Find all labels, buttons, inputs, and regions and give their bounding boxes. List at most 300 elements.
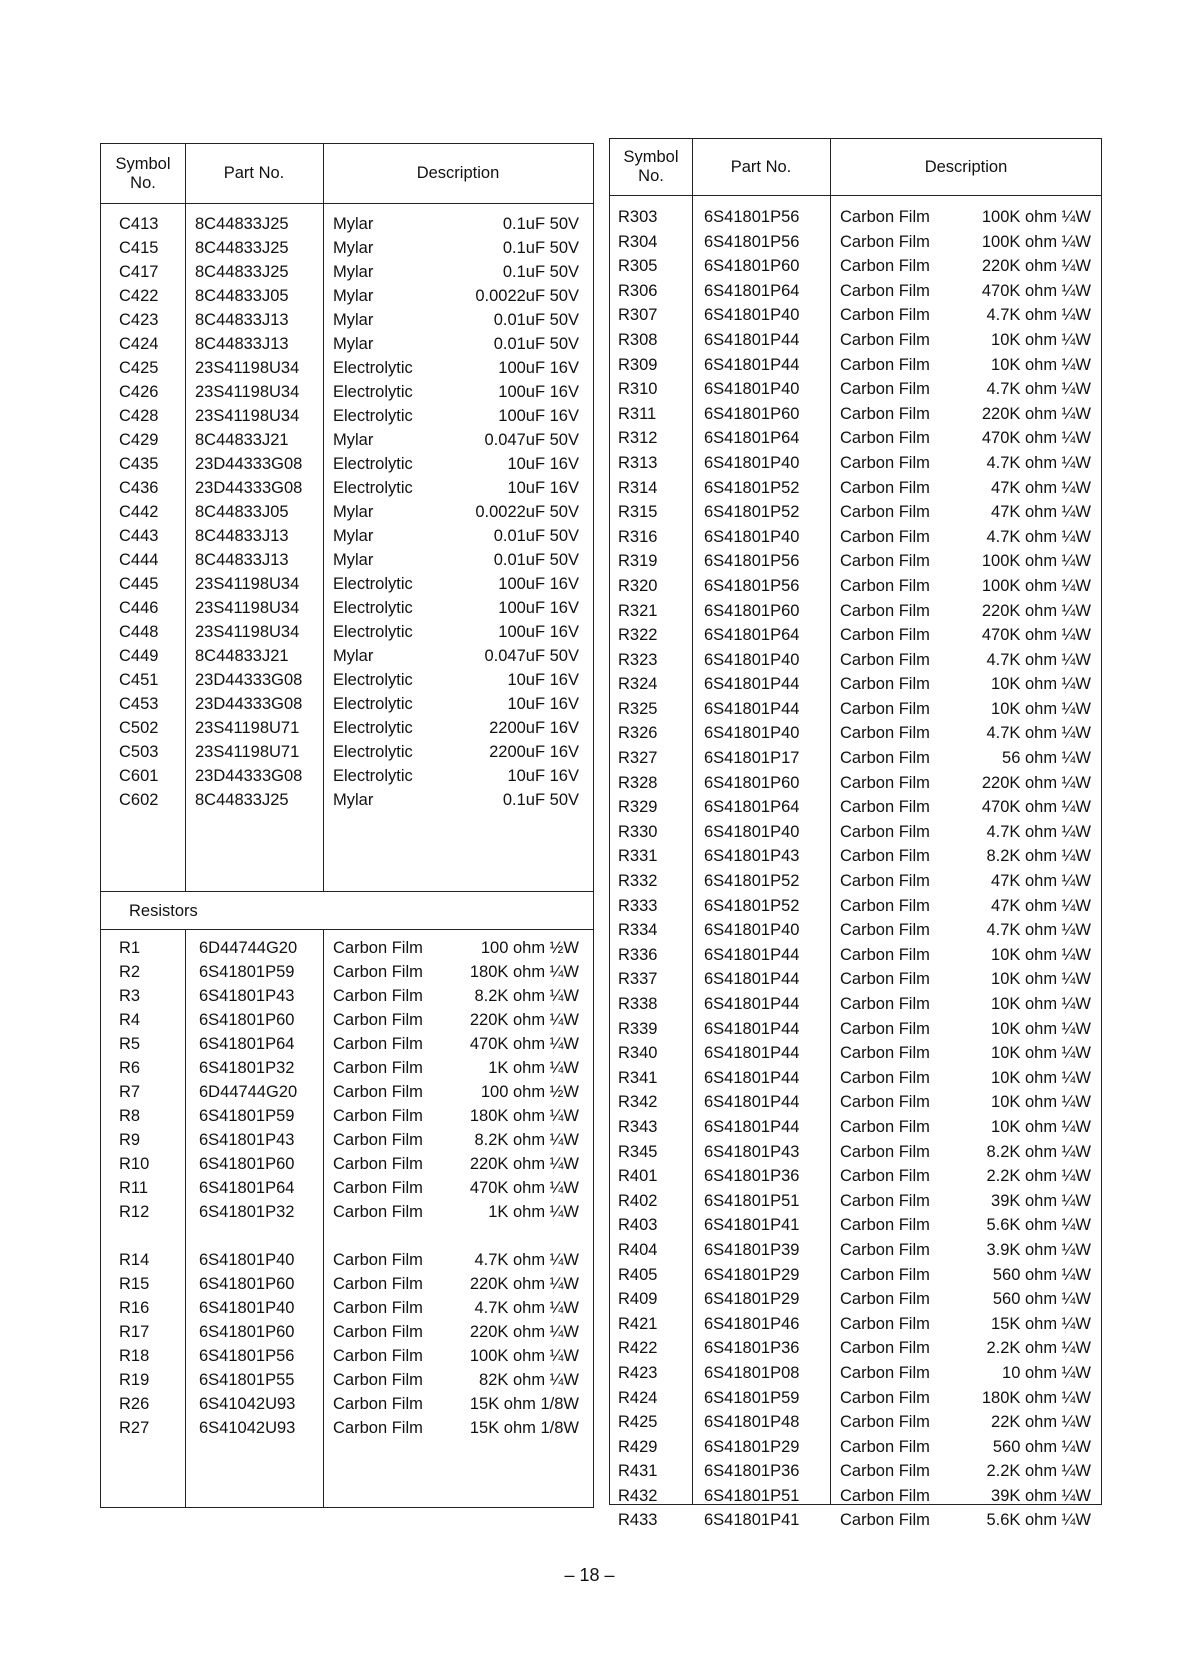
symbol-cell: R322 <box>618 626 658 645</box>
symbol-cell: R431 <box>618 1462 658 1481</box>
component-type-cell: Mylar <box>333 431 374 449</box>
component-value-cell: 100 ohm ½W <box>480 939 579 957</box>
symbol-cell: C444 <box>119 551 159 569</box>
part-number-cell: 6S41801P44 <box>704 1019 800 1038</box>
symbol-cell: R307 <box>618 306 658 325</box>
component-value-cell: 100K ohm ¼W <box>981 576 1091 595</box>
symbol-cell: R422 <box>618 1339 658 1358</box>
component-type-cell: Carbon Film <box>333 1179 423 1197</box>
component-type-cell: Carbon Film <box>840 1167 930 1186</box>
table-row <box>101 524 593 548</box>
symbol-cell: R18 <box>119 1347 150 1365</box>
part-number-cell: 23S41198U34 <box>195 623 300 641</box>
component-type-cell: Electrolytic <box>333 575 413 593</box>
component-type-cell: Mylar <box>333 263 374 281</box>
part-number-cell: 6S41801P40 <box>704 650 800 669</box>
part-number-cell: 6S41801P40 <box>704 380 800 399</box>
part-number-cell: 6S41801P56 <box>704 208 800 226</box>
component-value-cell: 22K ohm ¼W <box>991 1413 1091 1432</box>
symbol-cell: C428 <box>119 407 159 425</box>
symbol-no-header: Symbol No. <box>115 154 171 192</box>
component-value-cell: 10uF 16V <box>507 479 579 497</box>
table-row <box>610 205 1101 230</box>
component-value-cell: 10uF 16V <box>507 767 579 785</box>
table-row <box>610 672 1101 697</box>
table-row <box>101 1296 593 1320</box>
component-value-cell: 100uF 16V <box>498 407 579 425</box>
part-number-cell: 6S41801P60 <box>199 1011 295 1029</box>
component-value-cell: 0.0022uF 50V <box>475 287 579 305</box>
symbol-cell: C425 <box>119 359 159 377</box>
symbol-cell: R331 <box>618 847 658 866</box>
component-value-cell: 0.1uF 50V <box>502 215 579 233</box>
component-value-cell: 10K ohm ¼W <box>991 945 1091 964</box>
part-number-cell: 6S41801P44 <box>704 699 800 718</box>
symbol-cell: R345 <box>618 1142 658 1161</box>
table-row <box>610 894 1101 919</box>
component-value-cell: 470K ohm ¼W <box>981 798 1091 817</box>
component-type-cell: Carbon Film <box>840 1093 930 1112</box>
component-type-cell: Mylar <box>333 791 374 809</box>
component-type-cell: Electrolytic <box>333 623 413 641</box>
table-row <box>610 1164 1101 1189</box>
symbol-cell: R338 <box>618 995 658 1013</box>
component-value-cell: 220K ohm ¼W <box>469 1011 579 1029</box>
part-number-cell: 23S41198U71 <box>195 719 300 737</box>
component-value-cell: 4.7K ohm ¼W <box>986 453 1091 472</box>
table-row <box>610 1213 1101 1238</box>
component-value-cell: 10K ohm ¼W <box>991 1068 1091 1087</box>
component-value-cell: 100K ohm ¼W <box>981 232 1091 251</box>
table-row <box>101 1104 593 1128</box>
symbol-cell: R304 <box>618 232 658 251</box>
part-number-cell: 6S41801P59 <box>199 963 295 981</box>
symbol-cell: R4 <box>119 1011 141 1029</box>
part-number-cell: 6S41801P40 <box>704 306 800 325</box>
symbol-cell: R409 <box>618 1290 658 1309</box>
symbol-cell: R311 <box>618 404 657 423</box>
component-value-cell: 3.9K ohm ¼W <box>986 1240 1091 1259</box>
component-type-cell: Carbon Film <box>333 1131 423 1149</box>
table-row <box>610 1312 1101 1337</box>
symbol-cell: R323 <box>618 650 658 669</box>
part-number-cell: 6D44744G20 <box>199 939 298 957</box>
table-row <box>610 1140 1101 1165</box>
part-number-cell: 6S41801P60 <box>704 404 800 423</box>
symbol-cell: R319 <box>618 552 658 571</box>
component-type-cell: Carbon Film <box>840 1068 930 1087</box>
symbol-cell: C426 <box>119 383 159 401</box>
part-number-cell: 6S41801P40 <box>199 1299 295 1317</box>
component-value-cell: 10uF 16V <box>507 671 579 689</box>
component-value-cell: 220K ohm ¼W <box>469 1323 579 1341</box>
table-row <box>610 1459 1101 1484</box>
table-row <box>101 1176 593 1200</box>
part-number-cell: 6S41801P56 <box>704 552 800 571</box>
symbol-cell: R423 <box>618 1363 658 1382</box>
symbol-cell: R401 <box>618 1167 658 1186</box>
component-value-cell: 0.0022uF 50V <box>475 503 579 521</box>
part-number-cell: 6S41801P40 <box>704 921 800 940</box>
component-value-cell: 4.7K ohm ¼W <box>986 306 1091 325</box>
component-value-cell: 180K ohm ¼W <box>469 1107 579 1125</box>
part-number-cell: 6S41801P36 <box>704 1462 800 1481</box>
table-row <box>610 967 1101 992</box>
component-value-cell: 220K ohm ¼W <box>469 1275 579 1293</box>
component-type-cell: Carbon Film <box>840 281 930 300</box>
component-type-cell: Carbon Film <box>840 626 930 645</box>
part-number-cell: 6S41801P40 <box>704 453 800 472</box>
component-value-cell: 4.7K ohm ¼W <box>474 1299 579 1317</box>
table-row <box>610 1287 1101 1312</box>
table-row <box>610 1410 1101 1435</box>
component-value-cell: 100K ohm ¼W <box>469 1347 579 1365</box>
part-number-cell: 23S41198U34 <box>195 359 300 377</box>
table-row <box>101 716 593 740</box>
table-row <box>610 1115 1101 1140</box>
symbol-cell: R9 <box>119 1131 141 1149</box>
symbol-cell: R14 <box>119 1251 150 1269</box>
component-type-cell: Carbon Film <box>333 1323 423 1341</box>
symbol-cell: R6 <box>119 1059 141 1077</box>
component-type-cell: Carbon Film <box>333 1347 423 1365</box>
symbol-cell: R340 <box>618 1044 658 1063</box>
part-number-cell: 6S41801P29 <box>704 1290 800 1309</box>
table-row <box>101 212 593 236</box>
table-row <box>610 648 1101 673</box>
component-type-cell: Carbon Film <box>840 355 930 374</box>
component-value-cell: 56 ohm ¼W <box>1002 749 1091 768</box>
component-type-cell: Carbon Film <box>333 1083 423 1101</box>
component-value-cell: 1K ohm ¼W <box>488 1203 579 1221</box>
symbol-cell: R2 <box>119 963 141 981</box>
component-value-cell: 8.2K ohm ¼W <box>986 847 1091 866</box>
symbol-cell: R5 <box>119 1035 141 1053</box>
part-number-cell: 6S41801P36 <box>704 1339 800 1358</box>
symbol-cell: R337 <box>618 970 658 989</box>
table-row <box>610 992 1101 1017</box>
table-row <box>610 1386 1101 1411</box>
component-type-cell: Carbon Film <box>840 773 930 792</box>
part-number-cell: 8C44833J05 <box>195 287 289 305</box>
component-type-cell: Carbon Film <box>840 1339 930 1358</box>
part-number-cell: 6S41801P44 <box>704 355 800 374</box>
part-number-cell: 6S41801P60 <box>199 1275 295 1293</box>
symbol-cell: R27 <box>119 1419 150 1437</box>
component-type-cell: Carbon Film <box>333 1035 423 1053</box>
component-type-cell: Carbon Film <box>840 1191 930 1210</box>
component-value-cell: 560 ohm ¼W <box>992 1437 1091 1456</box>
part-number-cell: 6S41801P60 <box>704 773 800 792</box>
symbol-cell: C445 <box>119 575 159 593</box>
component-type-cell: Carbon Film <box>840 1314 930 1333</box>
table-row <box>101 260 593 284</box>
component-type-cell: Carbon Film <box>333 939 423 957</box>
symbol-cell: R12 <box>119 1203 150 1221</box>
part-number-cell: 6S41801P48 <box>704 1413 800 1432</box>
component-value-cell: 8.2K ohm ¼W <box>986 1142 1091 1161</box>
part-number-cell: 6S41801P29 <box>704 1437 800 1456</box>
table-row <box>101 404 593 428</box>
symbol-cell: C442 <box>119 503 159 521</box>
component-type-cell: Mylar <box>333 647 374 665</box>
component-type-cell: Mylar <box>333 311 374 329</box>
table-row <box>610 1041 1101 1066</box>
component-type-cell: Carbon Film <box>840 1363 930 1382</box>
part-number-cell: 8C44833J13 <box>195 311 289 329</box>
component-value-cell: 0.01uF 50V <box>493 311 579 329</box>
part-number-cell: 8C44833J21 <box>195 431 289 449</box>
part-number-cell: 23D44333G08 <box>195 671 303 689</box>
part-no-header: Part No. <box>730 157 792 176</box>
part-number-cell: 6S41801P64 <box>704 281 800 300</box>
component-type-cell: Carbon Film <box>840 257 930 276</box>
component-type-cell: Carbon Film <box>840 1216 930 1235</box>
table-row <box>610 795 1101 820</box>
component-value-cell: 0.01uF 50V <box>493 335 579 353</box>
table-row <box>610 328 1101 353</box>
component-value-cell: 5.6K ohm ¼W <box>986 1216 1091 1235</box>
table-row <box>610 869 1101 894</box>
component-value-cell: 39K ohm ¼W <box>991 1486 1091 1505</box>
table-row <box>101 960 593 984</box>
table-row <box>610 525 1101 550</box>
component-type-cell: Mylar <box>333 335 374 353</box>
component-value-cell: 47K ohm ¼W <box>991 872 1091 891</box>
part-number-cell: 23S41198U34 <box>195 599 300 617</box>
part-number-cell: 8C44833J13 <box>195 527 289 545</box>
resistors-section-header <box>101 891 593 930</box>
symbol-cell: R341 <box>618 1068 658 1087</box>
part-number-cell: 6S41801P64 <box>199 1035 295 1053</box>
part-number-cell: 6S41801P44 <box>704 1117 800 1136</box>
table-row <box>101 332 593 356</box>
symbol-cell: R334 <box>618 921 658 940</box>
component-value-cell: 470K ohm ¼W <box>469 1035 579 1053</box>
component-type-cell: Electrolytic <box>333 743 413 761</box>
table-row <box>610 1508 1101 1533</box>
table-row <box>610 1189 1101 1214</box>
symbol-cell: R312 <box>618 429 658 448</box>
component-value-cell: 15K ohm 1/8W <box>469 1395 579 1413</box>
table-row <box>610 746 1101 771</box>
resistors-label: Resistors <box>129 902 198 920</box>
symbol-cell: C413 <box>119 215 159 233</box>
component-type-cell: Carbon Film <box>333 963 423 981</box>
table-row <box>101 1320 593 1344</box>
component-type-cell: Carbon Film <box>840 552 930 571</box>
part-number-cell: 6S41801P44 <box>704 1068 800 1087</box>
component-type-cell: Carbon Film <box>840 921 930 940</box>
component-value-cell: 10 ohm ¼W <box>1002 1363 1091 1382</box>
table-row <box>610 230 1101 255</box>
component-value-cell: 10K ohm ¼W <box>991 1093 1091 1112</box>
component-type-cell: Mylar <box>333 527 374 545</box>
symbol-cell: R16 <box>119 1299 150 1317</box>
component-value-cell: 39K ohm ¼W <box>991 1191 1091 1210</box>
component-value-cell: 0.047uF 50V <box>484 647 579 665</box>
component-type-cell: Carbon Film <box>840 404 930 423</box>
component-type-cell: Carbon Film <box>333 1107 423 1125</box>
table-row <box>610 451 1101 476</box>
component-value-cell: 10uF 16V <box>507 455 579 473</box>
component-value-cell: 470K ohm ¼W <box>981 281 1091 300</box>
symbol-cell: R343 <box>618 1117 658 1136</box>
table-row <box>101 1200 593 1224</box>
symbol-cell: R1 <box>119 939 141 957</box>
component-value-cell: 470K ohm ¼W <box>981 429 1091 448</box>
component-type-cell: Carbon Film <box>333 1251 423 1269</box>
component-type-cell: Carbon Film <box>840 453 930 472</box>
table-row <box>610 918 1101 943</box>
part-number-cell: 8C44833J13 <box>195 551 289 569</box>
part-number-cell: 6S41801P44 <box>704 945 800 964</box>
component-value-cell: 180K ohm ¼W <box>469 963 579 981</box>
part-number-cell: 8C44833J21 <box>195 647 289 665</box>
component-type-cell: Carbon Film <box>840 1486 930 1505</box>
component-type-cell: Carbon Film <box>840 1437 930 1456</box>
symbol-cell: R19 <box>119 1371 150 1389</box>
part-number-cell: 6S41801P44 <box>704 1093 800 1112</box>
component-type-cell: Carbon Film <box>840 675 930 694</box>
table-row <box>610 623 1101 648</box>
component-type-cell: Carbon Film <box>840 429 930 448</box>
symbol-cell: R336 <box>618 945 658 964</box>
component-value-cell: 100uF 16V <box>498 623 579 641</box>
component-type-cell: Carbon Film <box>840 1388 930 1407</box>
symbol-cell: R315 <box>618 503 658 522</box>
component-value-cell: 0.01uF 50V <box>493 551 579 569</box>
symbol-cell: R309 <box>618 355 658 374</box>
table-row <box>101 1224 593 1248</box>
part-number-cell: 6S41801P55 <box>199 1371 295 1389</box>
part-number-cell: 6S41801P56 <box>704 576 800 595</box>
symbol-cell: R310 <box>618 380 658 399</box>
symbol-cell: R432 <box>618 1486 658 1505</box>
right-parts-table <box>609 138 1102 1530</box>
component-value-cell: 10K ohm ¼W <box>991 675 1091 694</box>
symbol-cell: R314 <box>618 478 658 497</box>
symbol-cell: R403 <box>618 1216 658 1235</box>
component-type-cell: Carbon Film <box>840 847 930 866</box>
component-value-cell: 47K ohm ¼W <box>991 478 1091 497</box>
part-number-cell: 6S41801P43 <box>199 1131 295 1149</box>
component-type-cell: Carbon Film <box>840 896 930 915</box>
component-value-cell: 1K ohm ¼W <box>488 1059 579 1077</box>
component-value-cell: 4.7K ohm ¼W <box>986 380 1091 399</box>
table-row <box>610 1336 1101 1361</box>
component-type-cell: Carbon Film <box>333 1059 423 1077</box>
symbol-cell: R421 <box>618 1314 658 1333</box>
part-number-cell: 23S41198U34 <box>195 383 300 401</box>
component-value-cell: 10K ohm ¼W <box>991 1044 1091 1063</box>
component-value-cell: 470K ohm ¼W <box>469 1179 579 1197</box>
table-row <box>101 644 593 668</box>
component-type-cell: Carbon Film <box>840 1462 930 1481</box>
part-number-cell: 6S41801P39 <box>704 1240 800 1259</box>
symbol-cell: R332 <box>618 872 658 891</box>
table-row <box>101 1152 593 1176</box>
symbol-cell: C503 <box>119 743 159 761</box>
component-type-cell: Carbon Film <box>333 1011 423 1029</box>
part-number-cell: 6S41801P08 <box>704 1363 800 1382</box>
symbol-cell: R303 <box>618 208 658 226</box>
part-number-cell: 8C44833J25 <box>195 215 289 233</box>
symbol-cell: C417 <box>119 263 159 281</box>
part-number-cell: 8C44833J13 <box>195 335 289 353</box>
component-value-cell: 4.7K ohm ¼W <box>986 724 1091 743</box>
table-row <box>101 1416 593 1440</box>
component-type-cell: Carbon Film <box>840 1413 930 1432</box>
part-number-cell: 6S41801P64 <box>704 429 800 448</box>
component-value-cell: 2.2K ohm ¼W <box>986 1462 1091 1481</box>
symbol-cell: R326 <box>618 724 658 743</box>
symbol-cell: R329 <box>618 798 658 817</box>
resistor-list <box>101 936 593 1440</box>
symbol-cell: R333 <box>618 896 658 915</box>
table-row <box>101 1368 593 1392</box>
resistor-list <box>610 205 1101 1533</box>
component-type-cell: Carbon Film <box>840 1142 930 1161</box>
symbol-cell: C451 <box>119 671 159 689</box>
component-value-cell: 0.1uF 50V <box>502 239 579 257</box>
component-type-cell: Carbon Film <box>333 1371 423 1389</box>
symbol-cell: R10 <box>119 1155 150 1173</box>
symbol-cell: R433 <box>618 1511 658 1530</box>
component-type-cell: Mylar <box>333 239 374 257</box>
symbol-cell: R320 <box>618 576 658 595</box>
part-number-cell: 8C44833J25 <box>195 263 289 281</box>
table-row <box>610 574 1101 599</box>
table-row <box>101 1128 593 1152</box>
part-number-cell: 6S41801P44 <box>704 970 800 989</box>
component-type-cell: Electrolytic <box>333 383 413 401</box>
part-number-cell: 6S41801P60 <box>704 257 800 276</box>
table-row <box>610 254 1101 279</box>
component-value-cell: 100uF 16V <box>498 359 579 377</box>
left-parts-table <box>100 143 594 1508</box>
part-number-cell: 6S41801P60 <box>199 1155 295 1173</box>
component-type-cell: Carbon Film <box>840 1240 930 1259</box>
table-row <box>101 572 593 596</box>
symbol-cell: R26 <box>119 1395 150 1413</box>
symbol-cell: C435 <box>119 455 159 473</box>
table-row <box>610 820 1101 845</box>
component-type-cell: Carbon Film <box>333 1155 423 1173</box>
symbol-cell: C602 <box>119 791 159 809</box>
component-value-cell: 560 ohm ¼W <box>992 1290 1091 1309</box>
component-type-cell: Carbon Film <box>840 306 930 325</box>
symbol-cell: R328 <box>618 773 658 792</box>
part-number-cell: 23D44333G08 <box>195 695 303 713</box>
symbol-cell: C449 <box>119 647 159 665</box>
part-number-cell: 23D44333G08 <box>195 767 303 785</box>
part-number-cell: 6S41801P29 <box>704 1265 800 1284</box>
component-type-cell: Carbon Film <box>333 987 423 1005</box>
part-number-cell: 23D44333G08 <box>195 479 303 497</box>
table-row <box>101 356 593 380</box>
component-value-cell: 2200uF 16V <box>489 719 579 737</box>
component-value-cell: 4.7K ohm ¼W <box>986 921 1091 940</box>
table-row <box>101 1056 593 1080</box>
table-row <box>101 1080 593 1104</box>
symbol-cell: R306 <box>618 281 658 300</box>
component-value-cell: 100uF 16V <box>498 575 579 593</box>
table-row <box>101 284 593 308</box>
part-number-cell: 6S41801P56 <box>704 232 800 251</box>
table-row <box>610 771 1101 796</box>
component-value-cell: 2.2K ohm ¼W <box>986 1339 1091 1358</box>
